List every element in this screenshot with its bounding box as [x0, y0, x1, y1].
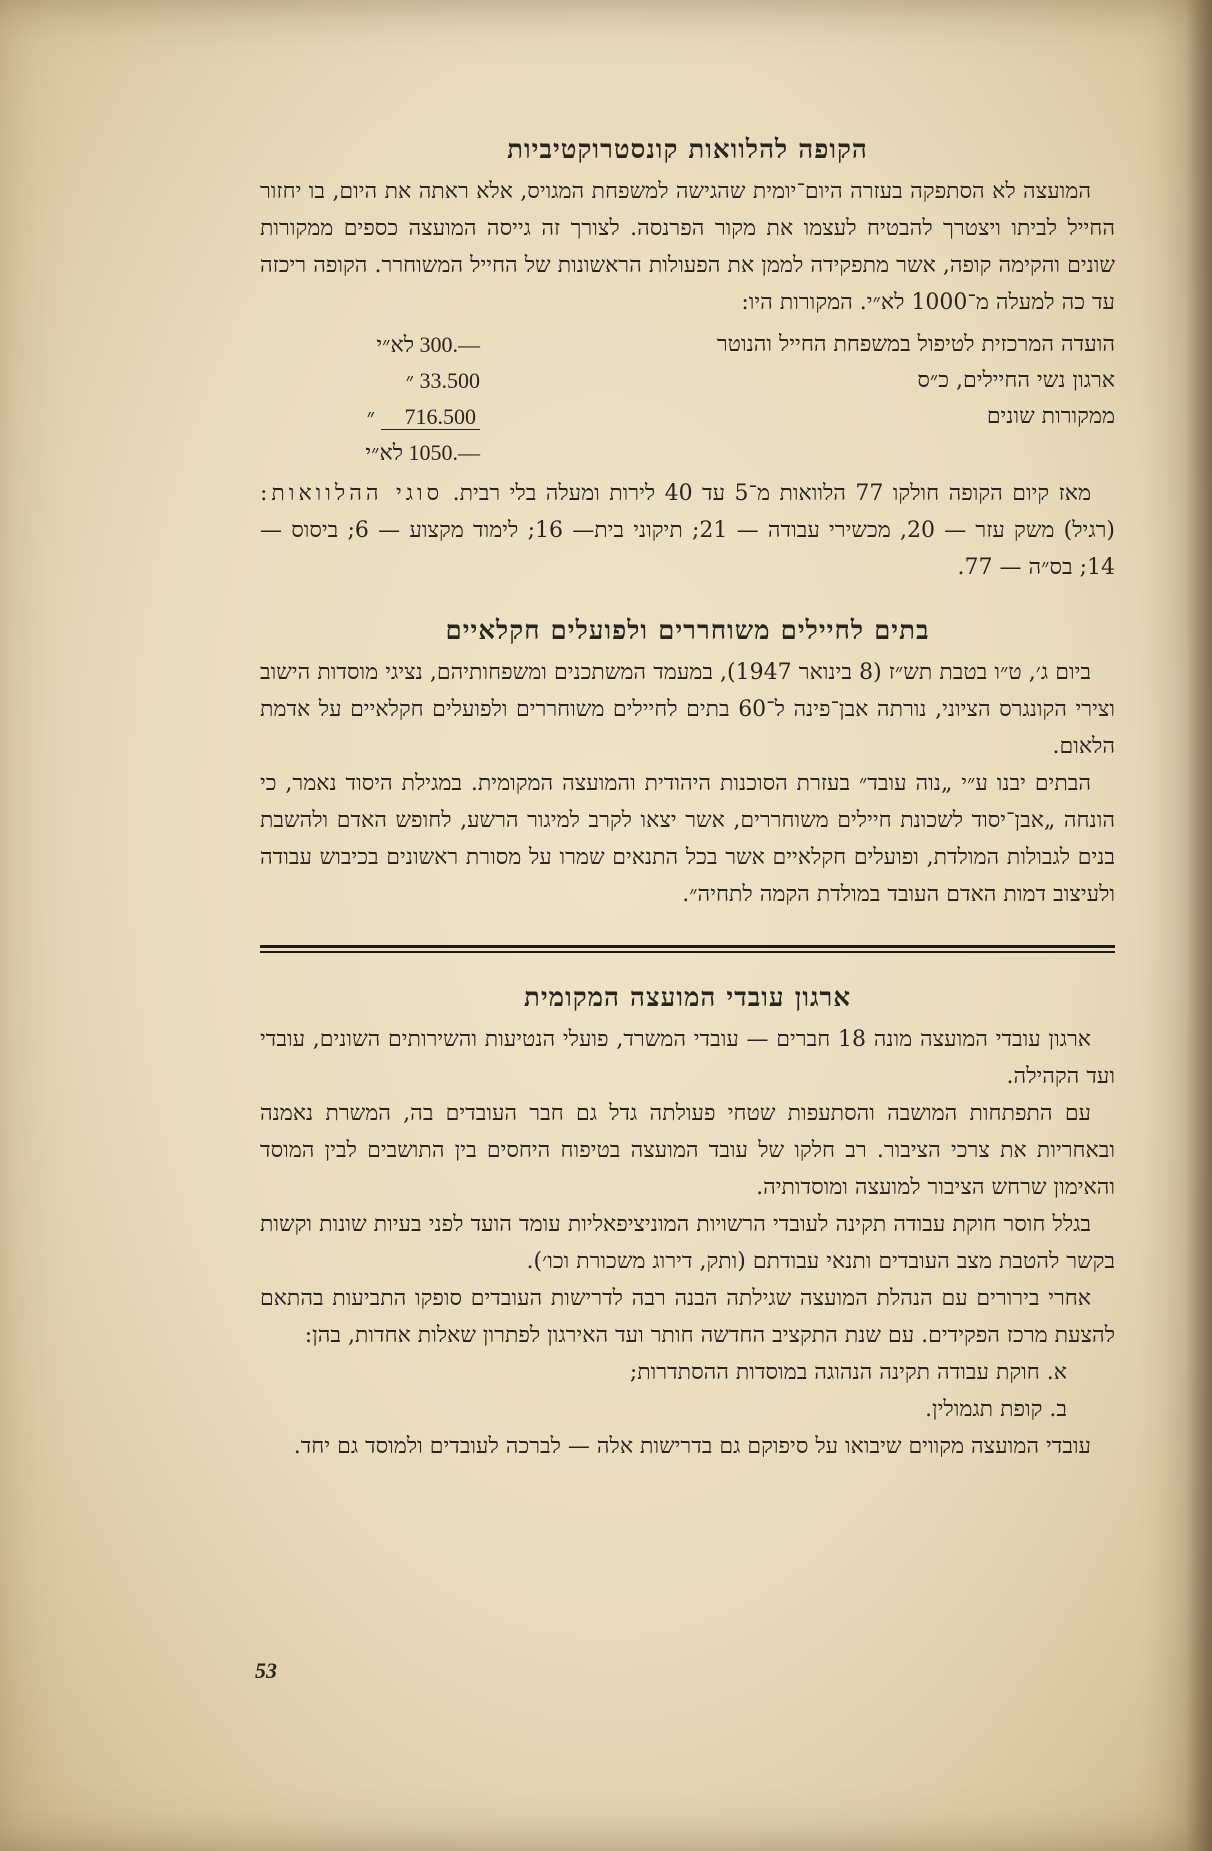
source-value: 33.500 [419, 368, 480, 393]
source-amount [260, 363, 480, 399]
source-label: הועדה המרכזית לטיפול במשפחת החייל והנוטר [716, 332, 1115, 357]
page-edge-shadow [1186, 0, 1212, 1851]
source-row [260, 327, 1115, 363]
loan-types-text: (רגיל) משק עזר — 20, מכשירי עבודה — 21; תיקוני בית— 16; לימוד מקצוע — 6; ביסוס — 14; בס״ה — 77. [260, 518, 1115, 580]
paragraph: ארגון עובדי המועצה מונה 18 חברים — עובדי המשרד, פועלי הנטיעות והשירותים השונים, עובדי ועד הקהילה. [260, 1027, 1115, 1089]
source-value: 716.500 [381, 404, 481, 430]
section-title: הקופה להלוואות קונסטרוקטיביות [507, 135, 868, 165]
section-housing [260, 616, 1115, 913]
source-unit: לא״י [365, 441, 403, 466]
source-total-value: 1050.— [408, 440, 480, 465]
source-label-empty [575, 435, 1115, 471]
section-divider [260, 945, 1115, 953]
section-workers-union [260, 983, 1115, 1465]
paragraph: המועצה לא הסתפקה בעזרה היום־יומית שהגישה למשפחת המגויס, אלא ראתה את היום, בו יחזור החייל לביתו ויצטרך להבטיח לעצמו את מקור הפרנסה. לצורך זה גייסה המועצה כספים ממקורות שונים והקימה קופה, אשר מתפקידה לממן את הפעולות הראשונות של החייל המשוחרר. הקופה ריכזה עד כה למעלה מ־1000 לא״י. המקורות היו: [260, 179, 1115, 315]
loan-types-label: סוגי ההלוואות: [260, 481, 444, 506]
source-amount [260, 327, 480, 363]
section-title: בתים לחיילים משוחררים ולפועלים חקלאיים [445, 616, 930, 646]
source-total [260, 435, 480, 471]
source-row [260, 363, 1115, 399]
source-label: ארגון נשי החיילים, כ״ס [917, 368, 1115, 393]
paragraph: עם התפתחות המושבה והסתעפות שטחי פעולתה גדל גם חבר העובדים בה, המשרת נאמנה ובאחריות את צרכי הציבור. רב חלקו של עובד המועצה בטיפוח היחסים בין התושבים לבין המוסד והאימון שרחש הציבור למועצה ומוסדותיה. [260, 1101, 1115, 1200]
source-row [260, 399, 1115, 435]
divider-line-thick [260, 945, 1115, 948]
source-value: 300.— [419, 332, 480, 357]
paragraph [260, 475, 1115, 586]
paragraph: ביום ג׳, ט״ו בטבת תש״ז (8 בינואר 1947), במעמד המשתכנים ומשפחותיהם, נציגי מוסדות הישוב וצירי הקונגרס הציוני, נורתה אבן־פינה ל־60 בתים לחיילים משוחררים ולפועלים חקלאיים על אדמת הלאום. [260, 660, 1115, 759]
paragraph: הבתים יבנו ע״י „נוה עובד״ בעזרת הסוכנות היהודית והמועצה המקומית. במגילת היסוד נאמר, כי הונחה „אבן־יסוד לשכונת חיילים משוחררים, אשר יצאו לקרב למיגור הרשע, לחופש האדם ולהשבת בנים לגבולות המולדת, ופועלים חקלאיים אשר בכל התנאים שמרו על מסורת ראשונים בכיבוש עבודה ולעיצוב דמות האדם העובד במולדת הקמה לתחיה״. [260, 771, 1115, 907]
source-unit: ״ [366, 405, 375, 430]
source-unit: ״ [405, 369, 414, 394]
divider-line-thin [260, 951, 1115, 953]
source-total-row [260, 435, 1115, 471]
source-label: ממקורות שונים [986, 404, 1115, 429]
paragraph: בגלל חוסר חוקת עבודה תקינה לעובדי הרשויות המוניציפאליות עומד הועד לפני בעיות שונות וקשות בקשר להטבת מצב העובדים ותנאי עבודתם (ותק, דירוג משכורת וכו׳). [260, 1212, 1115, 1274]
paragraph: אחרי בירורים עם הנהלת המועצה שגילתה הבנה רבה לדרישות העובדים סופקו התביעות בהתאם להצעת מרכז הפקידים. עם שנת התקציב החדשה חותר ועד האירגון לפתרון שאלות אחדות, בהן: [260, 1286, 1115, 1348]
source-unit: לא״י [376, 333, 414, 358]
list-item: א. חוקת עבודה תקינה הנהוגה במוסדות ההסתדרות; [629, 1360, 1067, 1385]
list-item: ב. קופת תגמולין. [925, 1397, 1067, 1422]
loans-summary: מאז קיום הקופה חולקו 77 הלוואות מ־5 עד 40 לירות ומעלה בלי רבית. [452, 481, 1091, 506]
section-loan-fund [260, 135, 1115, 586]
section-title: ארגון עובדי המועצה המקומית [523, 983, 852, 1013]
page-number: 53 [255, 1658, 277, 1683]
source-amount [260, 399, 480, 435]
page-content [260, 135, 1115, 1465]
paragraph: עובדי המועצה מקווים שיבואו על סיפוקם גם בדרישות אלה — לברכה לעובדים ולמוסד גם יחד. [293, 1434, 1091, 1459]
sources-table [260, 327, 1115, 471]
